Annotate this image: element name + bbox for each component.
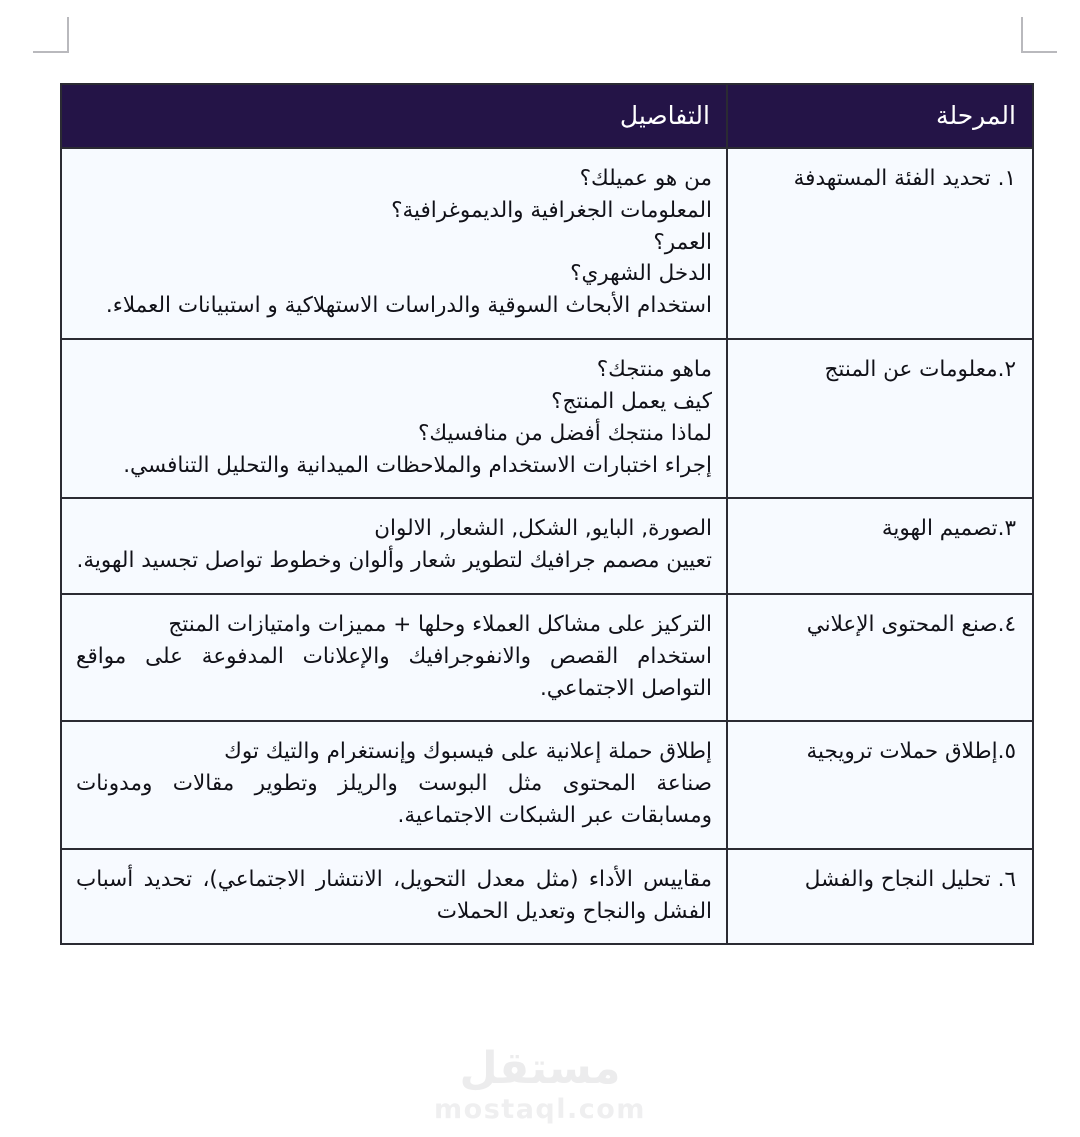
table-row (61, 148, 1033, 339)
details-cell (61, 148, 727, 339)
stages-table (60, 83, 1034, 945)
stage-cell: ٦. تحليل النجاح والفشل (727, 849, 1033, 945)
stage-cell: ٥.إطلاق حملات ترويجية (727, 721, 1033, 848)
table-row (61, 721, 1033, 848)
details-line: إجراء اختبارات الاستخدام والملاحظات الميدانية والتحليل التنافسي. (123, 452, 712, 478)
details-line: من هو عميلك؟ (579, 166, 712, 191)
stage-cell: ٤.صنع المحتوى الإعلاني (727, 594, 1033, 721)
details-line: المعلومات الجغرافية والديموغرافية؟ (391, 197, 712, 223)
table-row (61, 594, 1033, 721)
details-line: لماذا منتجك أفضل من منافسيك؟ (418, 420, 712, 446)
details-cell (61, 339, 727, 498)
watermark (0, 1043, 1080, 1126)
details-line: تعيين مصمم جرافيك لتطوير شعار وألوان وخطوط تواصل تجسيد الهوية. (76, 548, 712, 574)
stages-table-container (60, 83, 1034, 945)
details-line: العمر؟ (653, 229, 712, 255)
watermark-domain: mostaql.com (434, 1094, 646, 1126)
details-line: استخدام القصص والانفوجرافيك والإعلانات المدفوعة على مواقع التواصل الاجتماعي. (76, 643, 712, 701)
details-line: إطلاق حملة إعلانية على فيسبوك وإنستغرام والتيك توك (224, 739, 712, 765)
details-line: التركيز على مشاكل العملاء وحلها + مميزات وامتيازات المنتج (168, 611, 712, 637)
column-header-stage: المرحلة (727, 84, 1033, 148)
crop-mark-top-right (1021, 17, 1057, 53)
details-cell (61, 498, 727, 594)
table-row (61, 849, 1033, 945)
table-header (61, 84, 1033, 148)
stage-cell: ١. تحديد الفئة المستهدفة (727, 148, 1033, 339)
details-cell (61, 594, 727, 721)
details-line: مقاييس الأداء (مثل معدل التحويل، الانتشار الاجتماعي)، تحديد أسباب الفشل والنجاح وتعديل الحملات (76, 866, 712, 924)
crop-mark-top-left (33, 17, 69, 53)
table-row (61, 339, 1033, 498)
details-line: الصورة, البايو, الشكل, الشعار, الالوان (374, 516, 712, 542)
details-cell (61, 849, 727, 945)
column-header-details: التفاصيل (61, 84, 727, 148)
details-line: ماهو منتجك؟ (596, 357, 712, 383)
details-line: صناعة المحتوى مثل البوست والريلز وتطوير مقالات ومدونات ومسابقات عبر الشبكات الاجتماعية. (76, 771, 712, 828)
details-cell (61, 721, 727, 848)
details-line: الدخل الشهري؟ (570, 261, 712, 287)
details-line: كيف يعمل المنتج؟ (551, 388, 712, 414)
stage-cell: ٣.تصميم الهوية (727, 498, 1033, 594)
table-row (61, 498, 1033, 594)
watermark-arabic-logo: مستقل (459, 1043, 621, 1094)
table-header-row (61, 84, 1033, 148)
stage-cell: ٢.معلومات عن المنتج (727, 339, 1033, 498)
table-body (61, 148, 1033, 944)
details-line: استخدام الأبحاث السوقية والدراسات الاستهلاكية و استبيانات العملاء. (105, 293, 712, 319)
